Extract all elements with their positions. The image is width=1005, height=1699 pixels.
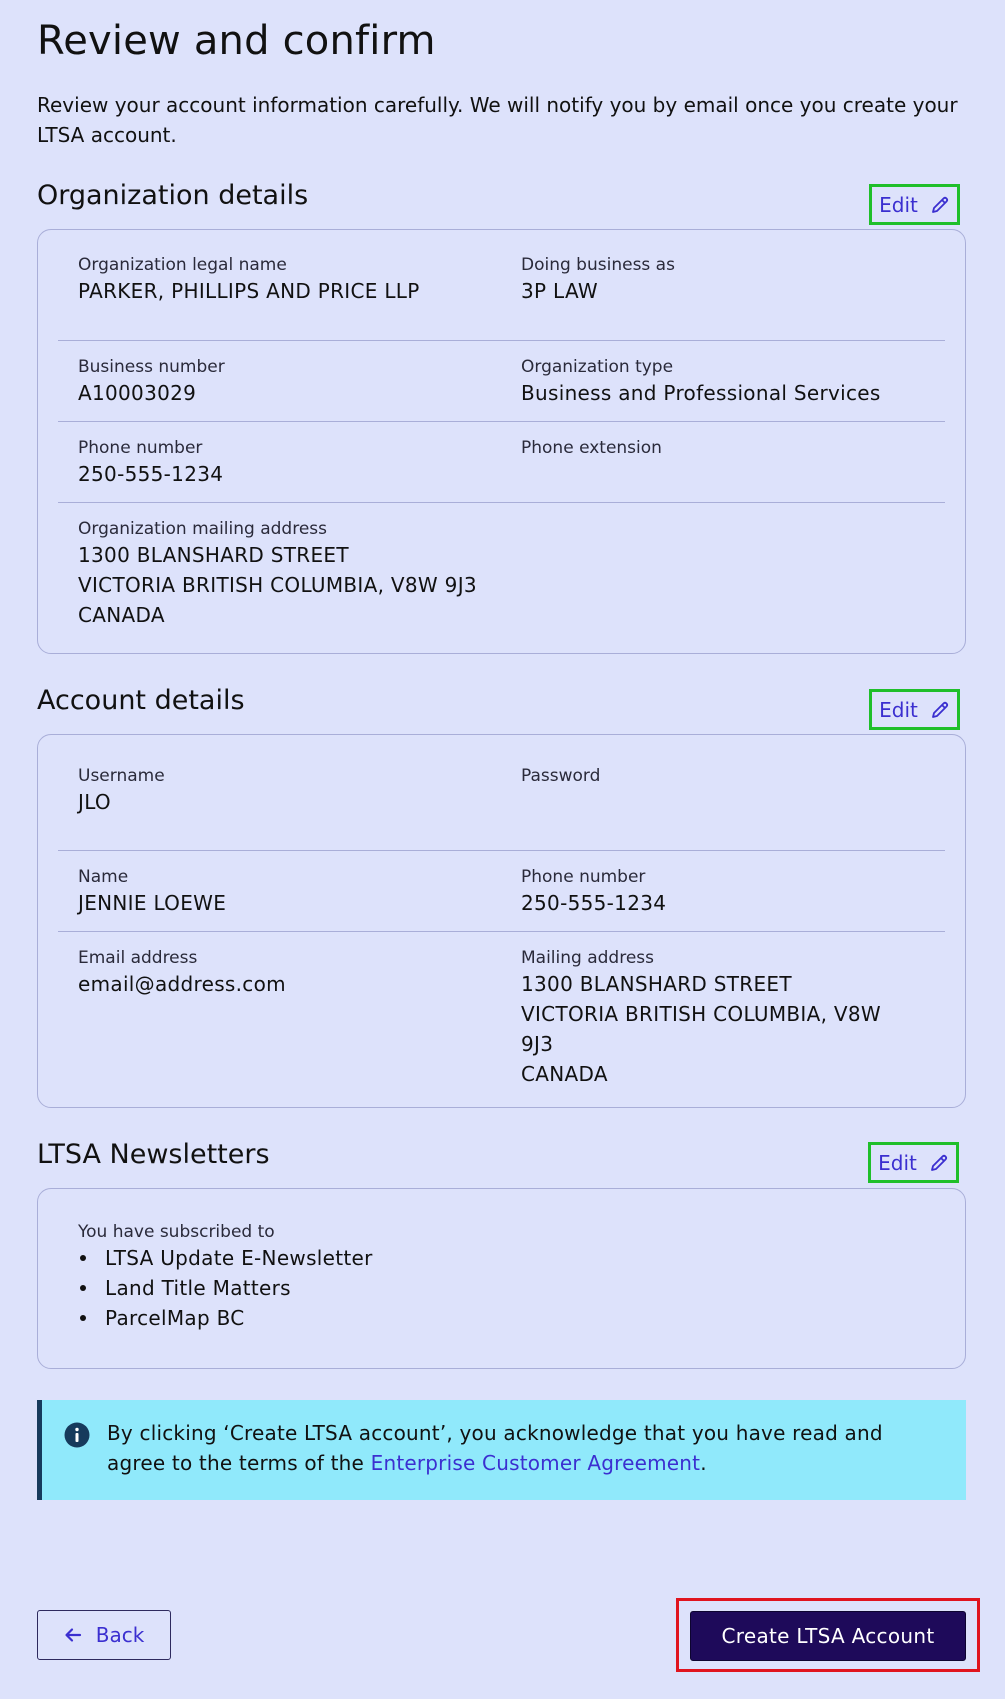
- field-label: Business number: [78, 357, 225, 377]
- field-label: Organization mailing address: [78, 519, 327, 539]
- org-mailing-cell: [78, 518, 678, 630]
- acct-password-cell: [521, 765, 921, 787]
- field-label: Doing business as: [521, 255, 675, 275]
- field-label: Phone extension: [521, 438, 662, 458]
- org-row-1: [58, 254, 945, 341]
- back-label: Back: [95, 1623, 145, 1647]
- acct-phone-cell: [521, 866, 921, 918]
- org-phone-cell: [78, 437, 498, 489]
- back-button[interactable]: [37, 1610, 171, 1660]
- field-label: Phone number: [78, 438, 203, 458]
- list-item: Land Title Matters: [78, 1273, 373, 1303]
- edit-organization-button[interactable]: [869, 184, 960, 225]
- create-account-highlight: [676, 1598, 980, 1672]
- intro-text: Review your account information carefully. We will notify you by email once you create your LTSA account.: [37, 93, 958, 147]
- org-business-number-value: A10003029: [78, 381, 197, 405]
- org-business-number-cell: [78, 356, 498, 408]
- acct-row-3: [58, 932, 945, 1092]
- edit-newsletters-button[interactable]: [868, 1142, 959, 1183]
- acct-email-cell: [78, 947, 498, 999]
- field-label: Password: [521, 766, 601, 786]
- address-line: 9J3: [521, 1032, 554, 1056]
- acct-username-cell: [78, 765, 498, 817]
- org-dba-value: 3P LAW: [521, 279, 598, 303]
- edit-label: Edit: [879, 697, 918, 722]
- info-icon: [64, 1422, 90, 1448]
- org-extension-cell: [521, 437, 921, 459]
- org-row-3: [58, 422, 945, 503]
- field-label: Name: [78, 867, 129, 887]
- newsletters-section-title: LTSA Newsletters: [37, 1139, 270, 1170]
- organization-section-title: Organization details: [37, 180, 309, 211]
- newsletters-card: [37, 1188, 966, 1369]
- account-card: [37, 734, 966, 1108]
- org-row-4: [58, 503, 945, 633]
- acct-row-1: [58, 765, 945, 851]
- subscribed-label: You have subscribed to: [78, 1222, 275, 1242]
- field-label: Organization legal name: [78, 255, 287, 275]
- org-legal-name-value: PARKER, PHILLIPS AND PRICE LLP: [78, 279, 420, 303]
- newsletters-content: [78, 1221, 373, 1333]
- acct-email-value: email@address.com: [78, 972, 286, 996]
- address-line: VICTORIA BRITISH COLUMBIA, V8W 9J3: [78, 573, 477, 597]
- address-line: 1300 BLANSHARD STREET: [78, 543, 349, 567]
- field-label: Email address: [78, 948, 198, 968]
- organization-card: [37, 229, 966, 654]
- address-line: VICTORIA BRITISH COLUMBIA, V8W: [521, 1002, 882, 1026]
- create-ltsa-account-button[interactable]: Create LTSA Account: [690, 1611, 966, 1661]
- agreement-notice: [37, 1400, 966, 1500]
- acct-name-cell: [78, 866, 498, 918]
- account-section-title: Account details: [37, 685, 245, 716]
- edit-account-button[interactable]: [869, 689, 960, 730]
- field-label: Phone number: [521, 867, 646, 887]
- pencil-icon: [930, 700, 950, 720]
- pencil-icon: [929, 1153, 949, 1173]
- org-phone-value: 250-555-1234: [78, 462, 224, 486]
- acct-username-value: JLO: [78, 790, 111, 814]
- edit-label: Edit: [879, 192, 918, 217]
- notice-text: [107, 1418, 947, 1478]
- address-line: 1300 BLANSHARD STREET: [521, 972, 792, 996]
- address-line: CANADA: [78, 603, 165, 627]
- org-type-value: Business and Professional Services: [521, 381, 881, 405]
- acct-phone-value: 250-555-1234: [521, 891, 667, 915]
- notice-text-before: By clicking ‘Create LTSA account’, you acknowledge that you have read and agree to the terms of the: [107, 1421, 883, 1475]
- pencil-icon: [930, 195, 950, 215]
- address-line: CANADA: [521, 1062, 608, 1086]
- field-label: Mailing address: [521, 948, 655, 968]
- org-row-2: [58, 341, 945, 422]
- edit-label: Edit: [878, 1150, 917, 1175]
- org-legal-name-cell: [78, 254, 498, 306]
- notice-text-after: .: [700, 1451, 707, 1475]
- acct-row-2: [58, 851, 945, 932]
- page-title: Review and confirm: [37, 18, 436, 64]
- field-label: Organization type: [521, 357, 674, 377]
- enterprise-agreement-link[interactable]: Enterprise Customer Agreement: [370, 1451, 701, 1475]
- list-item: LTSA Update E-Newsletter: [78, 1243, 373, 1273]
- arrow-left-icon: [64, 1626, 82, 1644]
- acct-mailing-cell: [521, 947, 921, 1089]
- field-label: Username: [78, 766, 165, 786]
- org-dba-cell: [521, 254, 921, 306]
- list-item: ParcelMap BC: [78, 1303, 373, 1333]
- acct-name-value: JENNIE LOEWE: [78, 891, 227, 915]
- newsletter-list: [78, 1243, 373, 1333]
- org-type-cell: [521, 356, 921, 408]
